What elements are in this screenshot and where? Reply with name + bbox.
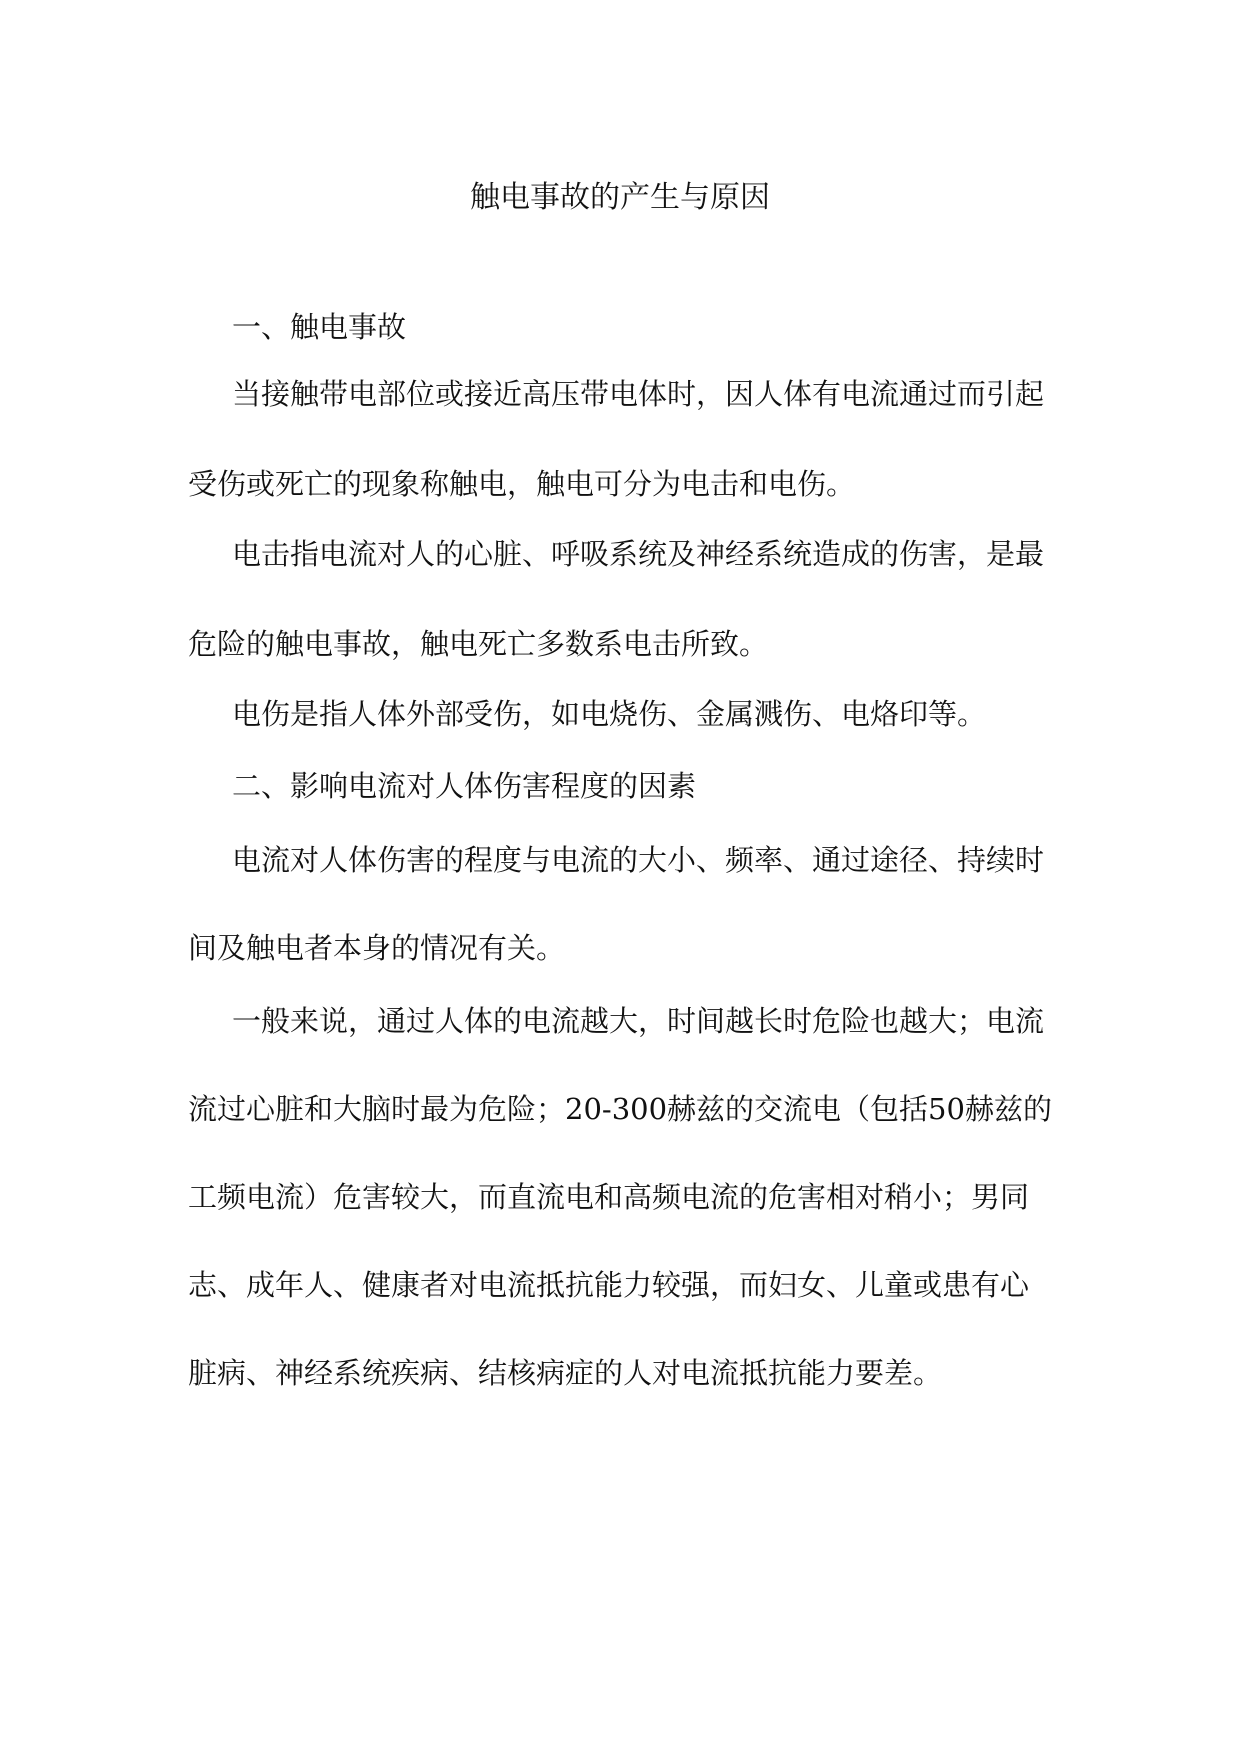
paragraph-line: 危险的触电事故，触电死亡多数系电击所致。 — [188, 627, 769, 661]
paragraph-line: 间及触电者本身的情况有关。 — [188, 931, 566, 965]
paragraph-line: 电击指电流对人的心脏、呼吸系统及神经系统造成的伤害，是最 — [232, 537, 1045, 571]
document-title: 触电事故的产生与原因 — [470, 180, 770, 215]
paragraph-line: 脏病、神经系统疾病、结核病症的人对电流抵抗能力要差。 — [188, 1356, 943, 1390]
paragraph-line: 流过心脏和大脑时最为危险；20-300赫兹的交流电（包括50赫兹的 — [188, 1092, 1052, 1126]
paragraph-line: 志、成年人、健康者对电流抵抗能力较强，而妇女、儿童或患有心 — [188, 1268, 1030, 1302]
paragraph-line: 受伤或死亡的现象称触电，触电可分为电击和电伤。 — [188, 467, 856, 501]
section-heading-2: 二、影响电流对人体伤害程度的因素 — [232, 769, 697, 803]
paragraph-line: 电流对人体伤害的程度与电流的大小、频率、通过途径、持续时 — [232, 843, 1045, 877]
section-heading-1: 一、触电事故 — [232, 310, 407, 344]
paragraph-line: 一般来说，通过人体的电流越大，时间越长时危险也越大；电流 — [232, 1004, 1045, 1038]
paragraph-line: 工频电流）危害较大，而直流电和高频电流的危害相对稍小；男同 — [188, 1180, 1030, 1214]
paragraph-line: 当接触带电部位或接近高压带电体时，因人体有电流通过而引起 — [232, 377, 1045, 411]
paragraph-line: 电伤是指人体外部受伤，如电烧伤、金属溅伤、电烙印等。 — [232, 697, 987, 731]
